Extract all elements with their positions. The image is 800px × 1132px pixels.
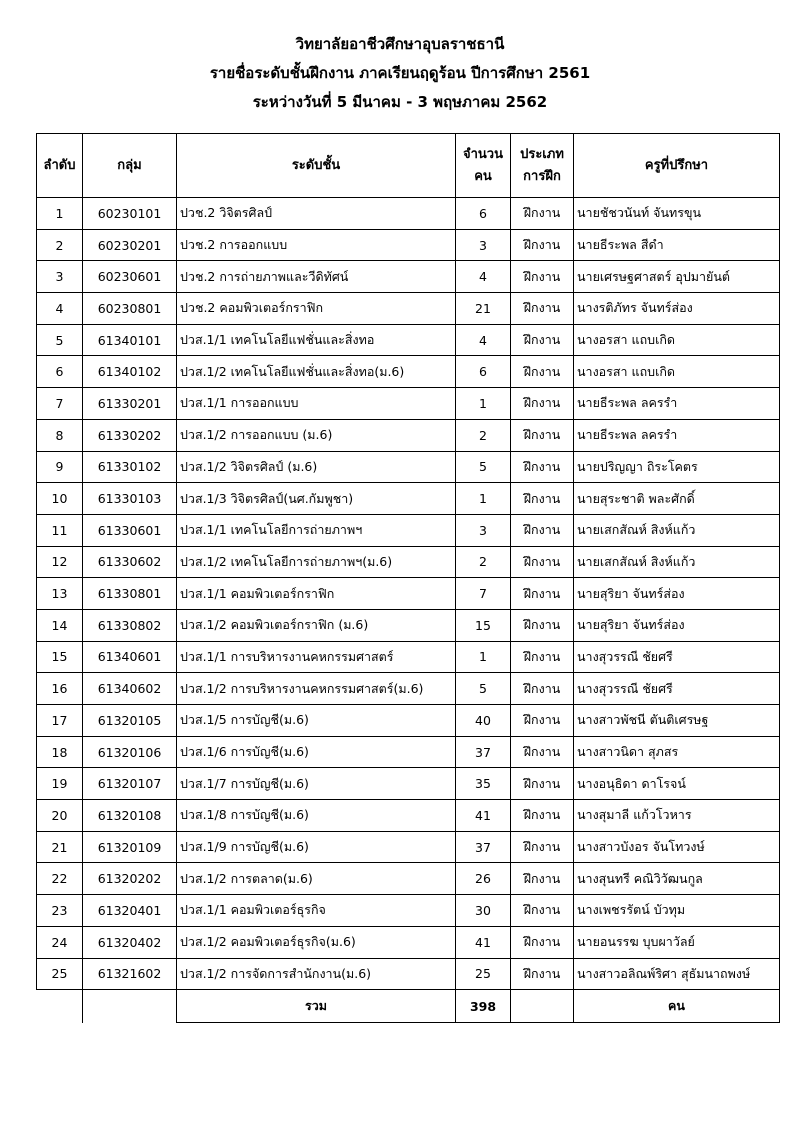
table-row [37, 705, 780, 737]
cell-advisor: นายสุริยา จันทร์ส่อง [574, 609, 780, 641]
col-header-advisor: ครูที่ปรึกษา [574, 134, 780, 198]
cell-order: 24 [37, 926, 83, 958]
cell-level: ปวส.1/2 วิจิตรศิลป์ (ม.6) [177, 451, 456, 483]
cell-level: ปวส.1/1 การบริหารงานคหกรรมศาสตร์ [177, 641, 456, 673]
cell-count: 15 [456, 609, 511, 641]
total-blank-cell [83, 990, 177, 1023]
cell-count: 25 [456, 958, 511, 990]
cell-level: ปวส.1/9 การบัญชี(ม.6) [177, 831, 456, 863]
cell-level: ปวส.1/2 คอมพิวเตอร์ธุรกิจ(ม.6) [177, 926, 456, 958]
cell-advisor: นางสาวพัชนี ตันติเศรษฐ [574, 705, 780, 737]
cell-advisor: นางสุมาลี แก้วโวหาร [574, 800, 780, 832]
table-row [37, 736, 780, 768]
cell-order: 6 [37, 356, 83, 388]
cell-type: ฝึกงาน [511, 736, 574, 768]
cell-count: 30 [456, 895, 511, 927]
cell-order: 21 [37, 831, 83, 863]
cell-group: 61320105 [83, 705, 177, 737]
cell-level: ปวส.1/2 การตลาด(ม.6) [177, 863, 456, 895]
cell-order: 4 [37, 293, 83, 325]
cell-order: 18 [37, 736, 83, 768]
cell-level: ปวส.1/2 การจัดการสำนักงาน(ม.6) [177, 958, 456, 990]
cell-type: ฝึกงาน [511, 578, 574, 610]
cell-order: 7 [37, 388, 83, 420]
cell-count: 37 [456, 736, 511, 768]
cell-group: 60230801 [83, 293, 177, 325]
cell-group: 61330103 [83, 483, 177, 515]
cell-advisor: นายชัชวนันท์ จันทรขุน [574, 198, 780, 230]
cell-group: 61320107 [83, 768, 177, 800]
cell-order: 13 [37, 578, 83, 610]
cell-type: ฝึกงาน [511, 926, 574, 958]
cell-advisor: นางอนุธิดา ดาโรจน์ [574, 768, 780, 800]
cell-type: ฝึกงาน [511, 609, 574, 641]
cell-order: 10 [37, 483, 83, 515]
cell-count: 6 [456, 198, 511, 230]
total-count: 398 [456, 990, 511, 1023]
table-row [37, 578, 780, 610]
cell-count: 6 [456, 356, 511, 388]
cell-type: ฝึกงาน [511, 514, 574, 546]
cell-count: 1 [456, 388, 511, 420]
cell-advisor: นายเสกสัณห์ สิงห์แก้ว [574, 514, 780, 546]
cell-level: ปวส.1/3 วิจิตรศิลป์(นศ.กัมพูชา) [177, 483, 456, 515]
cell-level: ปวส.1/1 การออกแบบ [177, 388, 456, 420]
table-header-row [37, 134, 780, 198]
col-header-order: ลำดับ [37, 134, 83, 198]
col-header-type-line2: การฝึก [523, 168, 561, 184]
cell-level: ปวส.1/1 คอมพิวเตอร์กราฟิก [177, 578, 456, 610]
col-header-count-line2: คน [474, 168, 492, 184]
cell-group: 60230201 [83, 229, 177, 261]
col-header-count-line1: จำนวน [463, 146, 503, 162]
col-header-type-line1: ประเภท [520, 146, 564, 162]
col-header-level: ระดับชั้น [177, 134, 456, 198]
cell-level: ปวส.1/2 คอมพิวเตอร์กราฟิก (ม.6) [177, 609, 456, 641]
table-row [37, 483, 780, 515]
cell-order: 5 [37, 324, 83, 356]
total-row [37, 990, 780, 1023]
cell-count: 40 [456, 705, 511, 737]
cell-order: 23 [37, 895, 83, 927]
cell-type: ฝึกงาน [511, 673, 574, 705]
cell-group: 61340102 [83, 356, 177, 388]
table-row [37, 926, 780, 958]
cell-order: 12 [37, 546, 83, 578]
cell-count: 1 [456, 483, 511, 515]
cell-count: 37 [456, 831, 511, 863]
document-title: รายชื่อระดับชั้นฝึกงาน ภาคเรียนฤดูร้อน ปีการศึกษา 2561 [209, 64, 591, 82]
cell-count: 4 [456, 261, 511, 293]
cell-level: ปวส.1/2 เทคโนโลยีการถ่ายภาพฯ(ม.6) [177, 546, 456, 578]
cell-group: 61330202 [83, 419, 177, 451]
cell-advisor: นายอนรรฆ บุบผาวัลย์ [574, 926, 780, 958]
cell-type: ฝึกงาน [511, 705, 574, 737]
cell-order: 1 [37, 198, 83, 230]
cell-group: 61330102 [83, 451, 177, 483]
cell-type: ฝึกงาน [511, 768, 574, 800]
roster-table [36, 133, 780, 1023]
cell-order: 16 [37, 673, 83, 705]
cell-type: ฝึกงาน [511, 261, 574, 293]
table-row [37, 356, 780, 388]
cell-type: ฝึกงาน [511, 958, 574, 990]
cell-group: 61320202 [83, 863, 177, 895]
cell-level: ปวส.1/6 การบัญชี(ม.6) [177, 736, 456, 768]
table-row [37, 229, 780, 261]
table-row [37, 419, 780, 451]
cell-advisor: นางรติภัทร จันทร์ส่อง [574, 293, 780, 325]
cell-type: ฝึกงาน [511, 895, 574, 927]
table-row [37, 451, 780, 483]
cell-type: ฝึกงาน [511, 229, 574, 261]
cell-type: ฝึกงาน [511, 451, 574, 483]
cell-order: 11 [37, 514, 83, 546]
cell-level: ปวส.1/1 เทคโนโลยีแฟชั่นและสิ่งทอ [177, 324, 456, 356]
cell-advisor: นายธีระพล สีดำ [574, 229, 780, 261]
cell-type: ฝึกงาน [511, 641, 574, 673]
total-label: รวม [177, 990, 456, 1023]
cell-order: 25 [37, 958, 83, 990]
cell-order: 2 [37, 229, 83, 261]
cell-group: 61330201 [83, 388, 177, 420]
cell-group: 61320401 [83, 895, 177, 927]
cell-level: ปวส.1/2 เทคโนโลยีแฟชั่นและสิ่งทอ(ม.6) [177, 356, 456, 388]
cell-level: ปวช.2 การออกแบบ [177, 229, 456, 261]
cell-advisor: นายปริญญา ถิระโคตร [574, 451, 780, 483]
cell-advisor: นางอรสา แถบเกิด [574, 356, 780, 388]
cell-order: 9 [37, 451, 83, 483]
cell-count: 21 [456, 293, 511, 325]
cell-advisor: นายเศรษฐศาสตร์ อุปมายันต์ [574, 261, 780, 293]
cell-type: ฝึกงาน [511, 546, 574, 578]
cell-order: 22 [37, 863, 83, 895]
cell-type: ฝึกงาน [511, 356, 574, 388]
cell-order: 3 [37, 261, 83, 293]
cell-type: ฝึกงาน [511, 388, 574, 420]
table-row [37, 514, 780, 546]
cell-count: 4 [456, 324, 511, 356]
cell-order: 20 [37, 800, 83, 832]
cell-group: 61320402 [83, 926, 177, 958]
cell-count: 35 [456, 768, 511, 800]
cell-count: 7 [456, 578, 511, 610]
cell-level: ปวส.1/7 การบัญชี(ม.6) [177, 768, 456, 800]
table-row [37, 388, 780, 420]
table-row [37, 800, 780, 832]
cell-advisor: นายสุริยา จันทร์ส่อง [574, 578, 780, 610]
cell-level: ปวช.2 วิจิตรศิลป์ [177, 198, 456, 230]
table-row [37, 198, 780, 230]
cell-type: ฝึกงาน [511, 324, 574, 356]
roster-body [37, 198, 780, 990]
cell-advisor: นายเสกสัณห์ สิงห์แก้ว [574, 546, 780, 578]
cell-group: 61340601 [83, 641, 177, 673]
document-header [0, 30, 800, 117]
cell-advisor: นางสุวรรณี ชัยศรี [574, 673, 780, 705]
cell-group: 61321602 [83, 958, 177, 990]
cell-advisor: นางเพชรรัตน์ บัวทุม [574, 895, 780, 927]
cell-type: ฝึกงาน [511, 800, 574, 832]
cell-group: 61320108 [83, 800, 177, 832]
cell-type: ฝึกงาน [511, 419, 574, 451]
cell-group: 60230101 [83, 198, 177, 230]
table-row [37, 641, 780, 673]
cell-count: 5 [456, 673, 511, 705]
cell-advisor: นางสาวบังอร จันโทวงษ์ [574, 831, 780, 863]
col-header-group: กลุ่ม [83, 134, 177, 198]
cell-group: 61330601 [83, 514, 177, 546]
cell-order: 15 [37, 641, 83, 673]
cell-count: 3 [456, 229, 511, 261]
cell-advisor: นายธีระพล ลครรำ [574, 419, 780, 451]
cell-count: 26 [456, 863, 511, 895]
table-row [37, 768, 780, 800]
total-blank-cell [37, 990, 83, 1023]
cell-count: 41 [456, 800, 511, 832]
cell-advisor: นายธีระพล ลครรำ [574, 388, 780, 420]
cell-type: ฝึกงาน [511, 483, 574, 515]
col-header-type [511, 134, 574, 198]
cell-group: 61320109 [83, 831, 177, 863]
cell-advisor: นางสุนทรี คณิวิวัฒนกูล [574, 863, 780, 895]
cell-advisor: นางสาวอลิณพ์ริศา สุธัมนาถพงษ์ [574, 958, 780, 990]
table-row [37, 958, 780, 990]
college-name: วิทยาลัยอาชีวศึกษาอุบลราชธานี [295, 35, 505, 53]
cell-advisor: นางอรสา แถบเกิด [574, 324, 780, 356]
cell-group: 61320106 [83, 736, 177, 768]
cell-level: ปวส.1/2 การบริหารงานคหกรรมศาสตร์(ม.6) [177, 673, 456, 705]
cell-group: 61330801 [83, 578, 177, 610]
cell-group: 61340602 [83, 673, 177, 705]
cell-count: 3 [456, 514, 511, 546]
table-row [37, 293, 780, 325]
total-unit: คน [574, 990, 780, 1023]
cell-order: 14 [37, 609, 83, 641]
cell-level: ปวส.1/1 คอมพิวเตอร์ธุรกิจ [177, 895, 456, 927]
cell-count: 41 [456, 926, 511, 958]
table-row [37, 609, 780, 641]
cell-type: ฝึกงาน [511, 863, 574, 895]
table-row [37, 831, 780, 863]
cell-type: ฝึกงาน [511, 198, 574, 230]
cell-order: 8 [37, 419, 83, 451]
table-row [37, 673, 780, 705]
cell-group: 60230601 [83, 261, 177, 293]
cell-advisor: นางสุวรรณี ชัยศรี [574, 641, 780, 673]
cell-group: 61330602 [83, 546, 177, 578]
cell-count: 5 [456, 451, 511, 483]
date-range: ระหว่างวันที่ 5 มีนาคม - 3 พฤษภาคม 2562 [252, 93, 548, 111]
table-row [37, 261, 780, 293]
cell-count: 1 [456, 641, 511, 673]
cell-advisor: นางสาวนิดา สุภสร [574, 736, 780, 768]
table-row [37, 546, 780, 578]
table-row [37, 895, 780, 927]
cell-group: 61340101 [83, 324, 177, 356]
table-row [37, 324, 780, 356]
cell-type: ฝึกงาน [511, 293, 574, 325]
cell-level: ปวช.2 การถ่ายภาพและวีดิทัศน์ [177, 261, 456, 293]
cell-count: 2 [456, 419, 511, 451]
col-header-count [456, 134, 511, 198]
total-empty-cell [511, 990, 574, 1023]
cell-level: ปวช.2 คอมพิวเตอร์กราฟิก [177, 293, 456, 325]
cell-order: 17 [37, 705, 83, 737]
cell-count: 2 [456, 546, 511, 578]
cell-advisor: นายสุระชาติ พละศักดิ์ [574, 483, 780, 515]
cell-order: 19 [37, 768, 83, 800]
cell-level: ปวส.1/2 การออกแบบ (ม.6) [177, 419, 456, 451]
cell-group: 61330802 [83, 609, 177, 641]
table-row [37, 863, 780, 895]
cell-level: ปวส.1/5 การบัญชี(ม.6) [177, 705, 456, 737]
cell-type: ฝึกงาน [511, 831, 574, 863]
cell-level: ปวส.1/1 เทคโนโลยีการถ่ายภาพฯ [177, 514, 456, 546]
cell-level: ปวส.1/8 การบัญชี(ม.6) [177, 800, 456, 832]
